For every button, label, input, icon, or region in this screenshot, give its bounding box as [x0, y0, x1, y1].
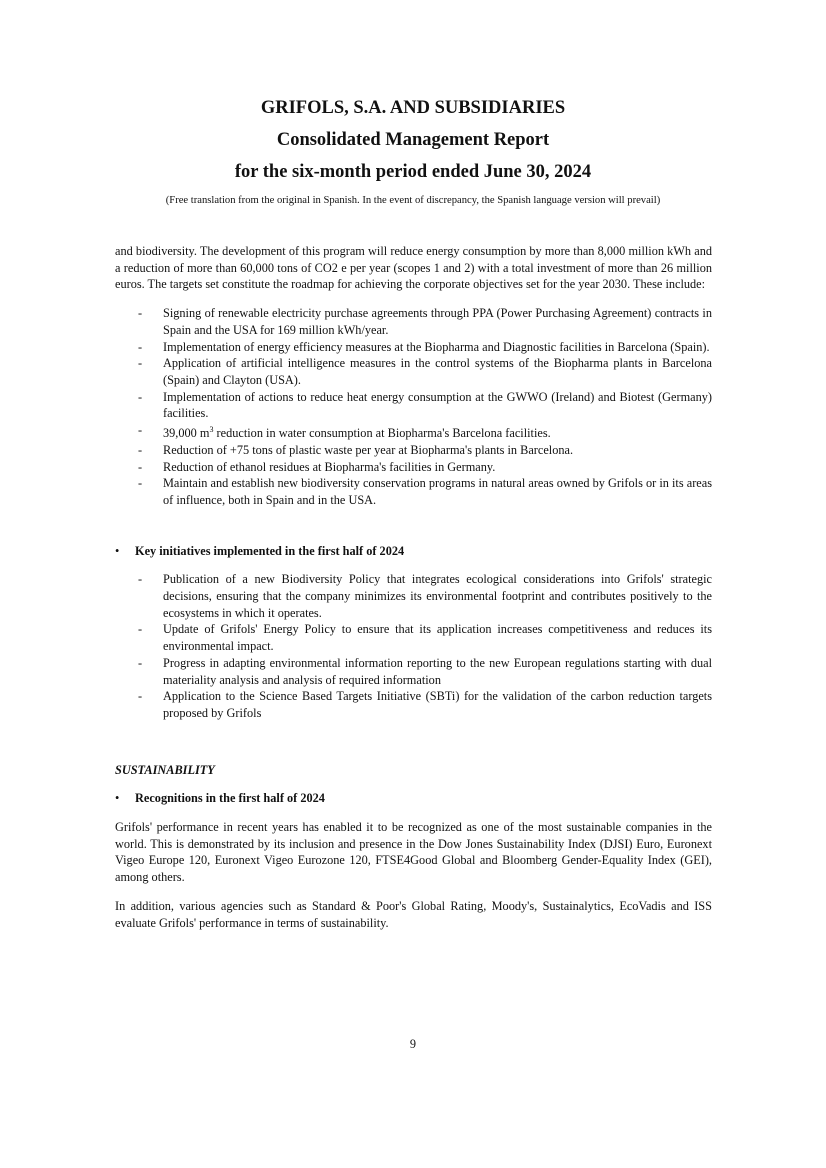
initiatives-list: [115, 571, 712, 721]
list-item: - Update of Grifols' Energy Policy to ensure that its application increases competitiveness and reduces its environmental impact.: [138, 622, 712, 654]
list-item: - Reduction of ethanol residues at Biopharma's facilities in Germany.: [138, 459, 496, 474]
list-item: - Publication of a new Biodiversity Policy that integrates ecological considerations into Grifols' strategic decisions, ensuring that the company minimizes its environmental footprint and contributes positively to the ecosystems in which it operates.: [138, 572, 712, 620]
list-item: - Implementation of energy efficiency measures at the Biopharma and Diagnostic facilities in Barcelona (Spain).: [138, 339, 710, 354]
list-item: - Maintain and establish new biodiversity conservation programs in natural areas owned by Grifols or in its areas of influence, both in Spain and in the USA.: [138, 476, 712, 507]
list-item: - 39,000 $m^3$ reduction in water consumption at Biopharma's Barcelona facilities.: [138, 423, 551, 441]
report-title: Consolidated Management Report: [276, 130, 550, 150]
intro-paragraph: and biodiversity. The development of this program will reduce energy consumption by more than 8,000 million kWh and a reduction of more than 60,000 tons of CO2 e per year (scopes 1 and 2) with a total investment of more than 26 million euros. The targets set constitute the roadmap for achieving the corporate objectives set for the year 2030. These include:: [115, 244, 712, 292]
list-item: - Signing of renewable electricity purchase agreements through PPA (Power Purchasing Agreement) contracts in Spain and the USA for 169 million kWh/year.: [138, 306, 712, 337]
period-title: for the six-month period ended June 30, 2024: [234, 162, 592, 182]
report-body: [115, 243, 712, 931]
list-item: - Reduction of +75 tons of plastic waste per year at Biopharma's plants in Barcelona.: [138, 442, 574, 457]
targets-list: [115, 305, 712, 509]
list-item: - Implementation of actions to reduce heat energy consumption at the GWWO (Ireland) and Biotest (Germany) facilities.: [138, 389, 712, 421]
recognitions-paragraph: Grifols' performance in recent years has enabled it to be recognized as one of the most sustainable companies in the world. This is demonstrated by its inclusion and presence in the Dow Jones Sustainability Index (DJSI) Euro, Euronext Vigeo Europe 120, Euronext Vigeo Eurozone 120, FTSE4Good Global and Bloomberg Gender-Equality Index (GEI), among others.: [115, 820, 712, 885]
bullet-icon: •: [115, 791, 120, 806]
bullet-icon: •: [115, 543, 120, 558]
sustainability-title: SUSTAINABILITY: [115, 762, 215, 777]
list-item: - Application of artificial intelligence measures in the control systems of the Biopharma plants in Barcelona (Spain) and Clayton (USA).: [138, 356, 712, 387]
agencies-paragraph: In addition, various agencies such as Standard & Poor's Global Rating, Moody's, Sustainalytics, EcoVadis and ISS evaluate Grifols' performance in terms of sustainability.: [115, 898, 712, 930]
report-header: [0, 96, 826, 208]
recognitions-heading: • Recognitions in the first half of 2024: [115, 791, 325, 806]
translation-note: (Free translation from the original in Spanish. In the event of discrepancy, the Spanish language version will prevail): [165, 195, 661, 206]
page-number: 9: [409, 1037, 417, 1051]
company-title: GRIFOLS, S.A. AND SUBSIDIARIES: [260, 98, 566, 118]
list-item: - Progress in adapting environmental information reporting to the new European regulations starting with dual materiality analysis and analysis of required information: [138, 655, 712, 687]
list-item: - Application to the Science Based Targets Initiative (SBTi) for the validation of the carbon reduction targets proposed by Grifols: [138, 689, 712, 720]
key-initiatives-heading: • Key initiatives implemented in the first half of 2024: [115, 543, 405, 558]
